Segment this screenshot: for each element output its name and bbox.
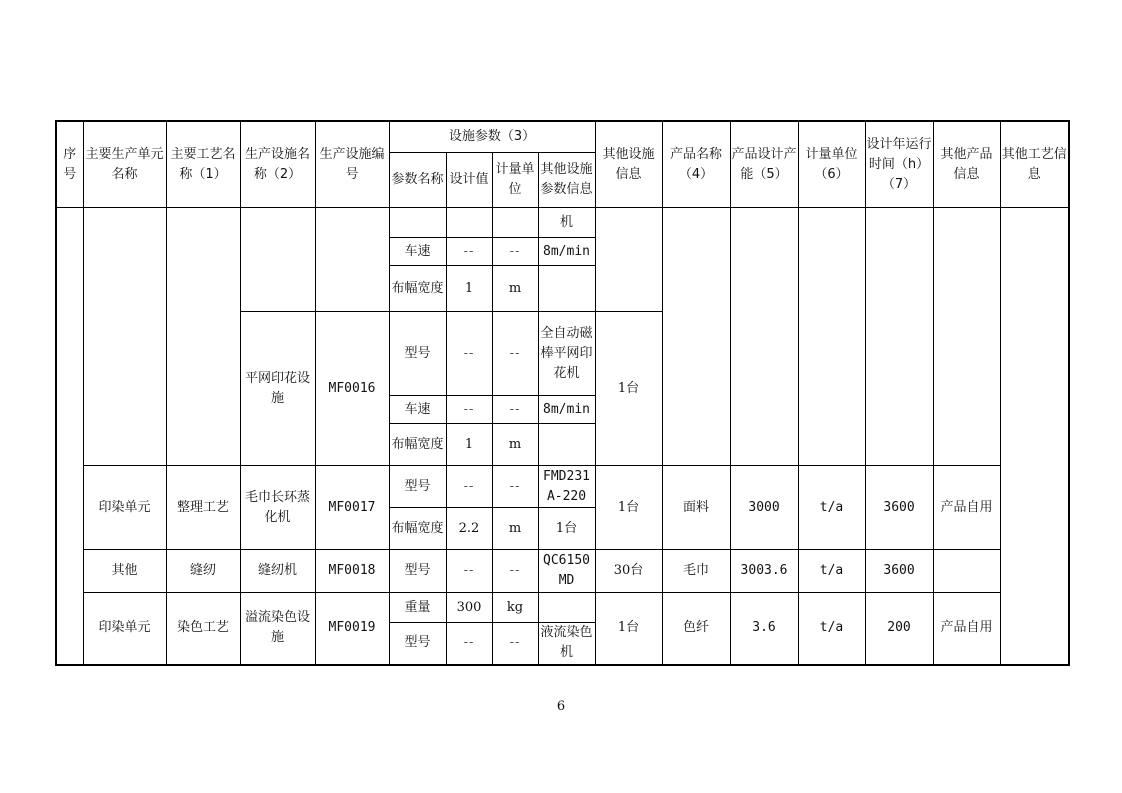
cell-design-value: -- [446, 550, 492, 593]
cell-facility-code: MF0017 [315, 466, 389, 550]
cell-param-name: 布幅宽度 [389, 424, 446, 466]
header-unit: 主要生产单元名称 [83, 121, 166, 208]
cell-design-value: 1 [446, 424, 492, 466]
cell-facility-code: MF0016 [315, 312, 389, 466]
cell-param-name: 车速 [389, 238, 446, 266]
cell-unit-name: 印染单元 [83, 593, 166, 665]
cell-facility-name: 毛巾长环蒸化机 [240, 466, 315, 550]
cell-design-value: -- [446, 466, 492, 508]
cell-unit-name: 其他 [83, 550, 166, 593]
header-param-name: 参数名称 [389, 153, 446, 208]
cell-design-value: -- [446, 312, 492, 396]
table-header [56, 121, 1069, 208]
cell-code-empty [315, 208, 389, 312]
cell-product-empty [662, 208, 730, 466]
header-product-name: 产品名称（4） [662, 121, 730, 208]
cell-facility-code: MF0019 [315, 593, 389, 665]
cell-cap-unit: t/a [798, 466, 865, 550]
cell-meas-unit: -- [492, 238, 538, 266]
cell-other-product: 产品自用 [933, 593, 1000, 665]
cell-other-product-empty [933, 550, 1000, 593]
table-body [56, 208, 1069, 665]
cell-design-value: -- [446, 238, 492, 266]
cell-run-time: 200 [865, 593, 933, 665]
cell-param-name: 型号 [389, 623, 446, 665]
cell-param-name: 型号 [389, 466, 446, 508]
header-other-product: 其他产品信息 [933, 121, 1000, 208]
cell-design-value: 2.2 [446, 508, 492, 550]
cell-process-empty [166, 208, 240, 466]
cell-cap-unit: t/a [798, 550, 865, 593]
cell-other-param: 液流染色机 [538, 623, 595, 665]
cell-process-name: 染色工艺 [166, 593, 240, 665]
cell-run-time: 3600 [865, 550, 933, 593]
cell-capacity: 3.6 [730, 593, 798, 665]
cell-capacity: 3003.6 [730, 550, 798, 593]
cell-other-param-empty [538, 266, 595, 312]
cell-meas-unit: -- [492, 312, 538, 396]
cell-design-value: 300 [446, 593, 492, 623]
cell-facility-name: 缝纫机 [240, 550, 315, 593]
cell-other-product: 产品自用 [933, 466, 1000, 550]
facility-table [55, 120, 1070, 666]
cell-product-name: 毛巾 [662, 550, 730, 593]
cell-other-facility: 1台 [595, 312, 662, 466]
cell-param-name: 车速 [389, 396, 446, 424]
cell-process-name: 整理工艺 [166, 466, 240, 550]
cell-other-facility: 1台 [595, 466, 662, 550]
cell-other-param: 8m/min [538, 396, 595, 424]
cell-meas-unit: -- [492, 466, 538, 508]
cell-other-facility: 1台 [595, 593, 662, 665]
cell-other-param: 8m/min [538, 238, 595, 266]
header-other-param: 其他设施参数信息 [538, 153, 595, 208]
cell-facility-name: 溢流染色设施 [240, 593, 315, 665]
cell-product-name: 色纤 [662, 593, 730, 665]
cell-value-empty [446, 208, 492, 238]
cell-unit-empty [83, 208, 166, 466]
cell-process-name: 缝纫 [166, 550, 240, 593]
cell-param-name: 型号 [389, 312, 446, 396]
header-design-value: 设计值 [446, 153, 492, 208]
cell-other-facility: 30台 [595, 550, 662, 593]
cell-capacity: 3000 [730, 466, 798, 550]
cell-seq [56, 208, 83, 665]
cell-cap-unit: t/a [798, 593, 865, 665]
header-process: 主要工艺名称（1） [166, 121, 240, 208]
header-capacity: 产品设计产能（5） [730, 121, 798, 208]
cell-other-process-empty [1000, 208, 1069, 665]
cell-other-param: 全自动磁棒平网印花机 [538, 312, 595, 396]
cell-other-param: 1台 [538, 508, 595, 550]
cell-meas-unit: -- [492, 623, 538, 665]
cell-meas-unit: m [492, 266, 538, 312]
table-row [56, 466, 1069, 508]
cell-param-name: 布幅宽度 [389, 508, 446, 550]
cell-meas-unit: m [492, 424, 538, 466]
cell-facility-empty [240, 208, 315, 312]
cell-unit-name: 印染单元 [83, 466, 166, 550]
cell-other-param-empty [538, 593, 595, 623]
header-cap-unit: 计量单位（6） [798, 121, 865, 208]
header-run-time: 设计年运行时间（h）（7） [865, 121, 933, 208]
header-params-group: 设施参数（3） [389, 121, 595, 153]
cell-other-param: FMD231A-220 [538, 466, 595, 508]
cell-facility-name: 平网印花设施 [240, 312, 315, 466]
table-row [56, 550, 1069, 593]
table-row [56, 208, 1069, 238]
header-other-facility: 其他设施信息 [595, 121, 662, 208]
cell-other-param: 机 [538, 208, 595, 238]
cell-other-product-empty [933, 208, 1000, 466]
cell-design-value: 1 [446, 266, 492, 312]
header-meas-unit: 计量单位 [492, 153, 538, 208]
cell-facility-code: MF0018 [315, 550, 389, 593]
header-seq: 序号 [56, 121, 83, 208]
cell-param-name: 型号 [389, 550, 446, 593]
cell-meas-unit: -- [492, 550, 538, 593]
cell-param-empty [389, 208, 446, 238]
cell-meas-unit: kg [492, 593, 538, 623]
page-number: 6 [556, 699, 566, 714]
cell-other-param: QC6150MD [538, 550, 595, 593]
cell-design-value: -- [446, 623, 492, 665]
cell-capacity-empty [730, 208, 798, 466]
cell-param-name: 布幅宽度 [389, 266, 446, 312]
table-row [56, 593, 1069, 623]
cell-meas-unit: m [492, 508, 538, 550]
cell-param-name: 重量 [389, 593, 446, 623]
cell-run-time: 3600 [865, 466, 933, 550]
cell-meas-unit: -- [492, 396, 538, 424]
cell-other-param-empty [538, 424, 595, 466]
cell-design-value: -- [446, 396, 492, 424]
cell-product-name: 面料 [662, 466, 730, 550]
cell-run-time-empty [865, 208, 933, 466]
cell-cap-unit-empty [798, 208, 865, 466]
cell-other-facility-empty [595, 208, 662, 312]
header-code: 生产设施编号 [315, 121, 389, 208]
cell-unit-empty [492, 208, 538, 238]
header-other-process: 其他工艺信息 [1000, 121, 1069, 208]
header-facility: 生产设施名称（2） [240, 121, 315, 208]
